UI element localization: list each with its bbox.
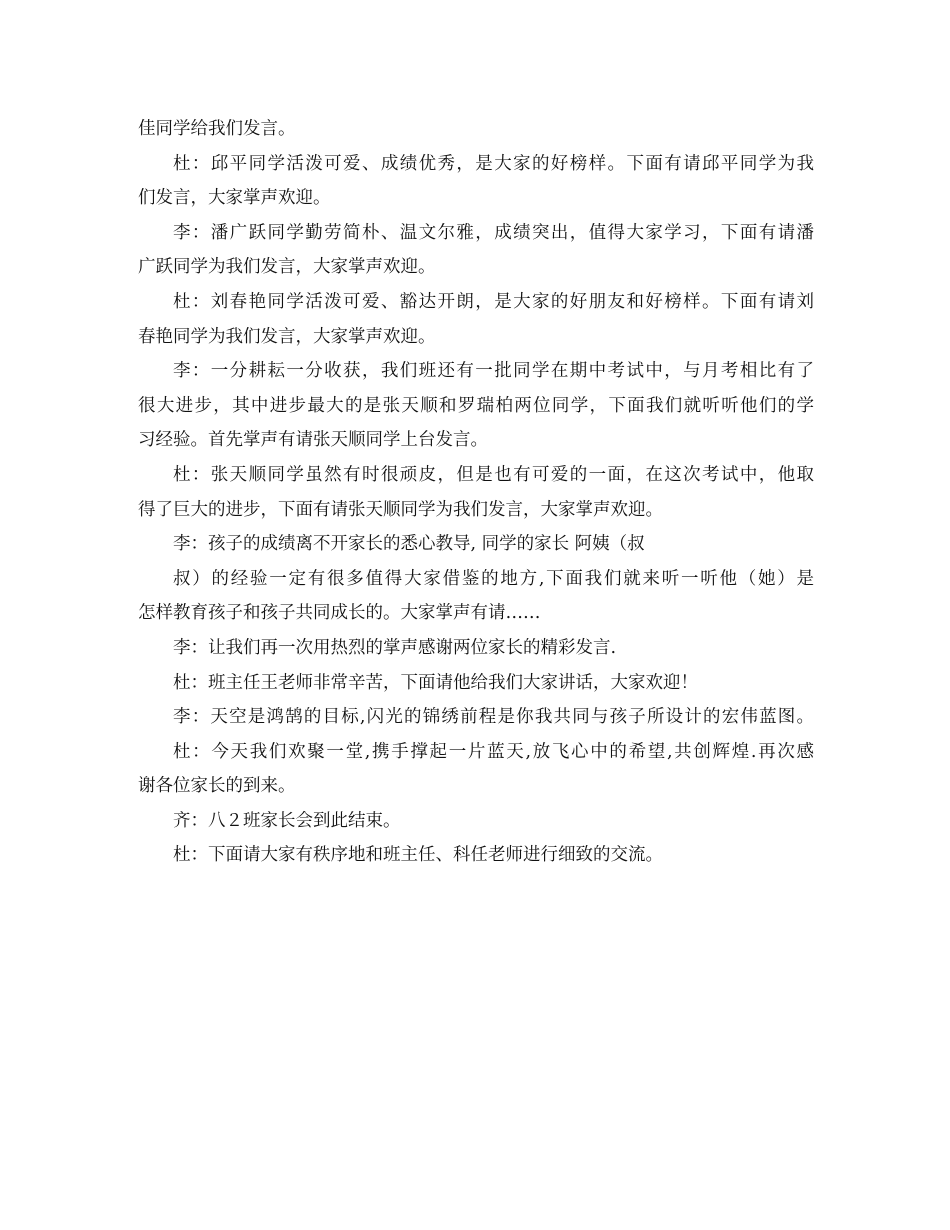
- text-line: 春艳同学为我们发言，大家掌声欢迎。: [138, 326, 436, 347]
- text-line: 李：孩子的成绩离不开家长的悉心教导, 同学的家长 阿姨（叔: [173, 534, 645, 555]
- text-line: 杜：班主任王老师非常辛苦，下面请他给我们大家讲话，大家欢迎！: [173, 672, 698, 693]
- document-body: [138, 112, 814, 873]
- text-line: 李：潘广跃同学勤劳简朴、温文尔雅，成绩突出，值得大家学习，下面有请潘: [173, 222, 814, 243]
- text-line: 李：天空是鸿鹄的目标,闪光的锦绣前程是你我共同与孩子所设计的宏伟蓝图。: [173, 707, 814, 728]
- text-line: 广跃同学为我们发言，大家掌声欢迎。: [138, 257, 436, 278]
- text-line: 谢各位家长的到来。: [138, 776, 296, 797]
- text-line: 杜：张天顺同学虽然有时很顽皮，但是也有可爱的一面，在这次考试中，他取: [173, 464, 814, 485]
- text-line: 习经验。首先掌声有请张天顺同学上台发言。: [138, 430, 488, 451]
- text-line: 齐：八２班家长会到此结束。: [173, 810, 401, 831]
- text-line: 怎样教育孩子和孩子共同成长的。大家掌声有请……: [138, 603, 541, 624]
- text-line: 佳同学给我们发言。: [138, 119, 296, 139]
- text-line: 李：一分耕耘一分收获，我们班还有一批同学在期中考试中，与月考相比有了: [173, 361, 814, 382]
- text-line: 杜：刘春艳同学活泼可爱、豁达开朗，是大家的好朋友和好榜样。下面有请刘: [173, 291, 814, 312]
- text-line: 们发言，大家掌声欢迎。: [138, 188, 331, 209]
- text-line: 很大进步，其中进步最大的是张天顺和罗瑞柏两位同学，下面我们就听听他们的学: [138, 395, 814, 416]
- text-line: 杜：今天我们欢聚一堂,携手撑起一片蓝天,放飞心中的希望,共创辉煌.再次感: [173, 741, 814, 762]
- text-line: 杜：下面请大家有秩序地和班主任、科任老师进行细致的交流。: [173, 845, 663, 866]
- text-line: 杜：邱平同学活泼可爱、成绩优秀，是大家的好榜样。下面有请邱平同学为我: [173, 153, 814, 174]
- text-line: 叔）的经验一定有很多值得大家借鉴的地方,下面我们就来听一听他（她）是: [173, 568, 814, 589]
- text-line: 得了巨大的进步，下面有请张天顺同学为我们发言，大家掌声欢迎。: [138, 499, 663, 520]
- text-line: 李：让我们再一次用热烈的掌声感谢两位家长的精彩发言.: [173, 637, 617, 658]
